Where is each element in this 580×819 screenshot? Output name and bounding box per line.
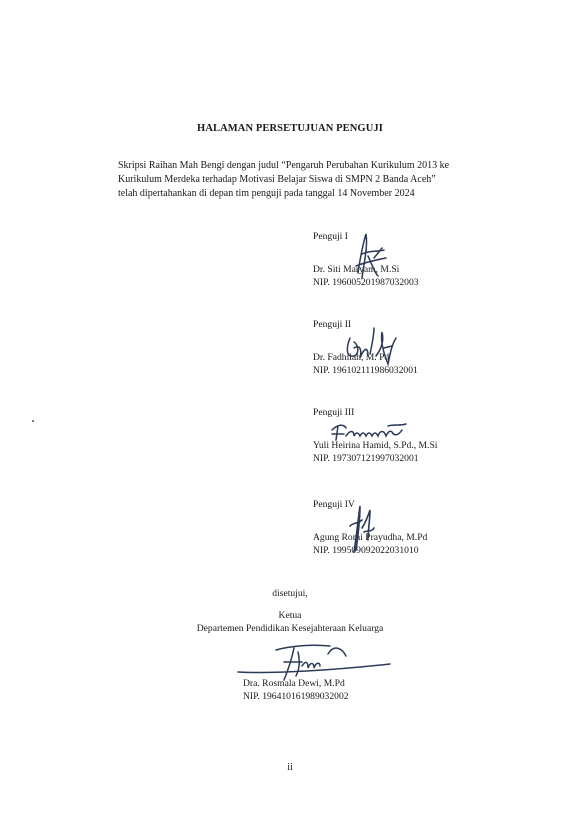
signature-approver bbox=[234, 640, 394, 682]
approved-label: disetujui, bbox=[272, 588, 308, 599]
approver-department: Departemen Pendidikan Kesejahteraan Keluarga bbox=[196, 623, 384, 634]
examiner-role: Penguji II bbox=[313, 319, 352, 330]
page-number: ii bbox=[287, 762, 293, 773]
signature-examiner-2 bbox=[340, 318, 400, 374]
examiner-role: Penguji I bbox=[313, 231, 348, 242]
intro-paragraph bbox=[118, 159, 478, 201]
signature-examiner-1 bbox=[338, 228, 398, 288]
intro-line: Skripsi Raihan Mah Bengi dengan judul “Pengaruh Perubahan Kurikulum 2013 ke bbox=[118, 160, 450, 171]
examiner-name: Agung Romi Prayudha, M.Pd bbox=[313, 532, 428, 543]
intro-line: Kurikulum Merdeka terhadap Motivasi Belajar Siswa di SMPN 2 Banda Aceh” bbox=[118, 174, 436, 185]
examiner-nip: NIP. 199509092022031010 bbox=[313, 545, 419, 556]
signature-examiner-3 bbox=[328, 420, 408, 446]
examiner-name: Yuli Heirina Hamid, S.Pd., M.Si bbox=[313, 440, 438, 451]
approver-block bbox=[243, 677, 349, 703]
page-title: HALAMAN PERSETUJUAN PENGUJI bbox=[197, 123, 383, 134]
intro-line: telah dipertahankan di depan tim penguji pada tanggal 14 November 2024 bbox=[118, 188, 415, 199]
examiner-nip: NIP. 196102111986032001 bbox=[313, 365, 418, 376]
approver-nip: NIP. 196410161989032002 bbox=[243, 691, 349, 702]
examiner-name: Dr. Fadhilah, M. Pd bbox=[313, 352, 390, 363]
examiner-role: Penguji III bbox=[313, 407, 355, 418]
approver-position: Ketua bbox=[278, 610, 302, 621]
approver-name: Dra. Rosmala Dewi, M.Pd bbox=[243, 678, 345, 689]
examiner-nip: NIP. 197307121997032001 bbox=[313, 453, 419, 464]
examiner-nip: NIP. 196005201987032003 bbox=[313, 277, 419, 288]
signature-examiner-4 bbox=[340, 500, 380, 556]
examiner-role: Penguji IV bbox=[313, 499, 355, 510]
examiner-name: Dr. Siti Maryam, M.Si bbox=[313, 264, 400, 275]
scan-speck bbox=[32, 420, 34, 422]
